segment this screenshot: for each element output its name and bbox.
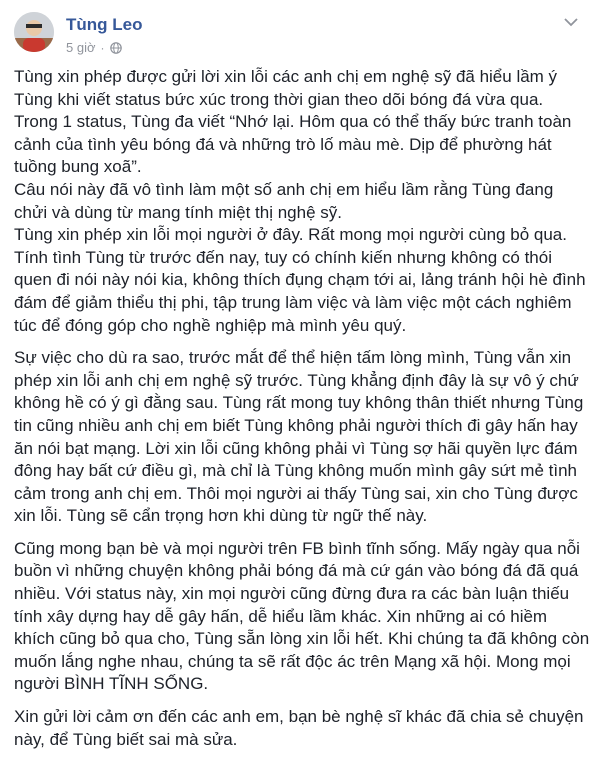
post-content [14, 66, 590, 761]
post-paragraph-1: Tùng xin phép được gửi lời xin lỗi các anh chị em nghệ sỹ đã hiểu lầm ý Tùng khi viết status bức xúc trong thời gian theo dõi bóng đá vừa qua. Trong 1 status, Tùng đa viết “Nhớ lại. Hôm qua có thể thấy bức tranh toàn cảnh của tình yêu bóng đá và những trò lố màu mè. Dịp để phường hát tuồng bung xoã”. Câu nói này đã vô tình làm một số anh chị em hiểu lầm rằng Tùng đang chửi và dùng từ mang tính miệt thị nghệ sỹ. Tùng xin phép xin lỗi mọi người ở đây. Rất mong mọi người cùng bỏ qua. Tính tình Tùng từ trước đến nay, tuy có chính kiến nhưng không có thói quen đi nói này nói kia, không thích đụng chạm tới ai, lảng tránh hội hè đình đám để giảm thiểu thị phi, tập trung làm việc và làm việc một cách nghiêm túc để đóng góp cho nghề nghiệp mà mình yêu quý. [14, 67, 586, 335]
post-options-button[interactable] [558, 12, 584, 32]
separator-dot: · [100, 40, 105, 55]
globe-icon[interactable] [110, 42, 122, 54]
avatar-image [14, 12, 54, 52]
post-meta [66, 40, 122, 55]
author-name[interactable]: Tùng Leo [66, 15, 143, 34]
post-paragraph-4: Xin gửi lời cảm ơn đến các anh em, bạn bè nghệ sĩ khác đã chia sẻ chuyện này, để Tùng biết sai mà sửa. [14, 707, 584, 749]
post-time[interactable]: 5 giờ [66, 40, 96, 55]
post-header [14, 12, 586, 64]
chevron-down-icon [564, 18, 578, 27]
avatar[interactable] [14, 12, 54, 52]
post-paragraph-2: Sự việc cho dù ra sao, trước mắt để thể hiện tấm lòng mình, Tùng vẫn xin phép xin lỗi anh chị em nghệ sỹ trước. Tùng khẳng định đây là sự vô ý chứ không hề có ý gì đằng sau. Tùng rất mong tuy không thân thiết nhưng Tùng tin cũng nhiều anh chị em biết Tùng không phải người thích đi gây hấn hay ăn nói bạt mạng. Lời xin lỗi cũng không phải vì Tùng sợ hãi quyền lực đám đông hay bất cứ điều gì, mà chỉ là Tùng không muốn mình gây sứt mẻ tình cảm trong anh chị em. Thôi mọi người ai thấy Tùng sai, xin cho Tùng được xin lỗi. Tùng sẽ cẩn trọng hơn khi dùng từ ngữ thế này. [14, 348, 584, 526]
post-paragraph-3: Cũng mong bạn bè và mọi người trên FB bình tĩnh sống. Mấy ngày qua nỗi buồn vì những chuyện không phải bóng đá mà cứ gán vào bóng đá đã quá nhiều. Với status này, xin mọi người cũng đừng đưa ra các bàn luận thiếu tính xây dựng hay dễ gây hấn, dễ hiểu lầm khác. Xin những ai có hiềm khích cũng bỏ qua cho, Tùng sẵn lòng xin lỗi hết. Khi chúng ta đã không còn muốn lắng nghe nhau, chúng ta sẽ rất độc ác trên Mạng xã hội. Mong mọi người BÌNH TĨNH SỐNG. [14, 538, 590, 694]
